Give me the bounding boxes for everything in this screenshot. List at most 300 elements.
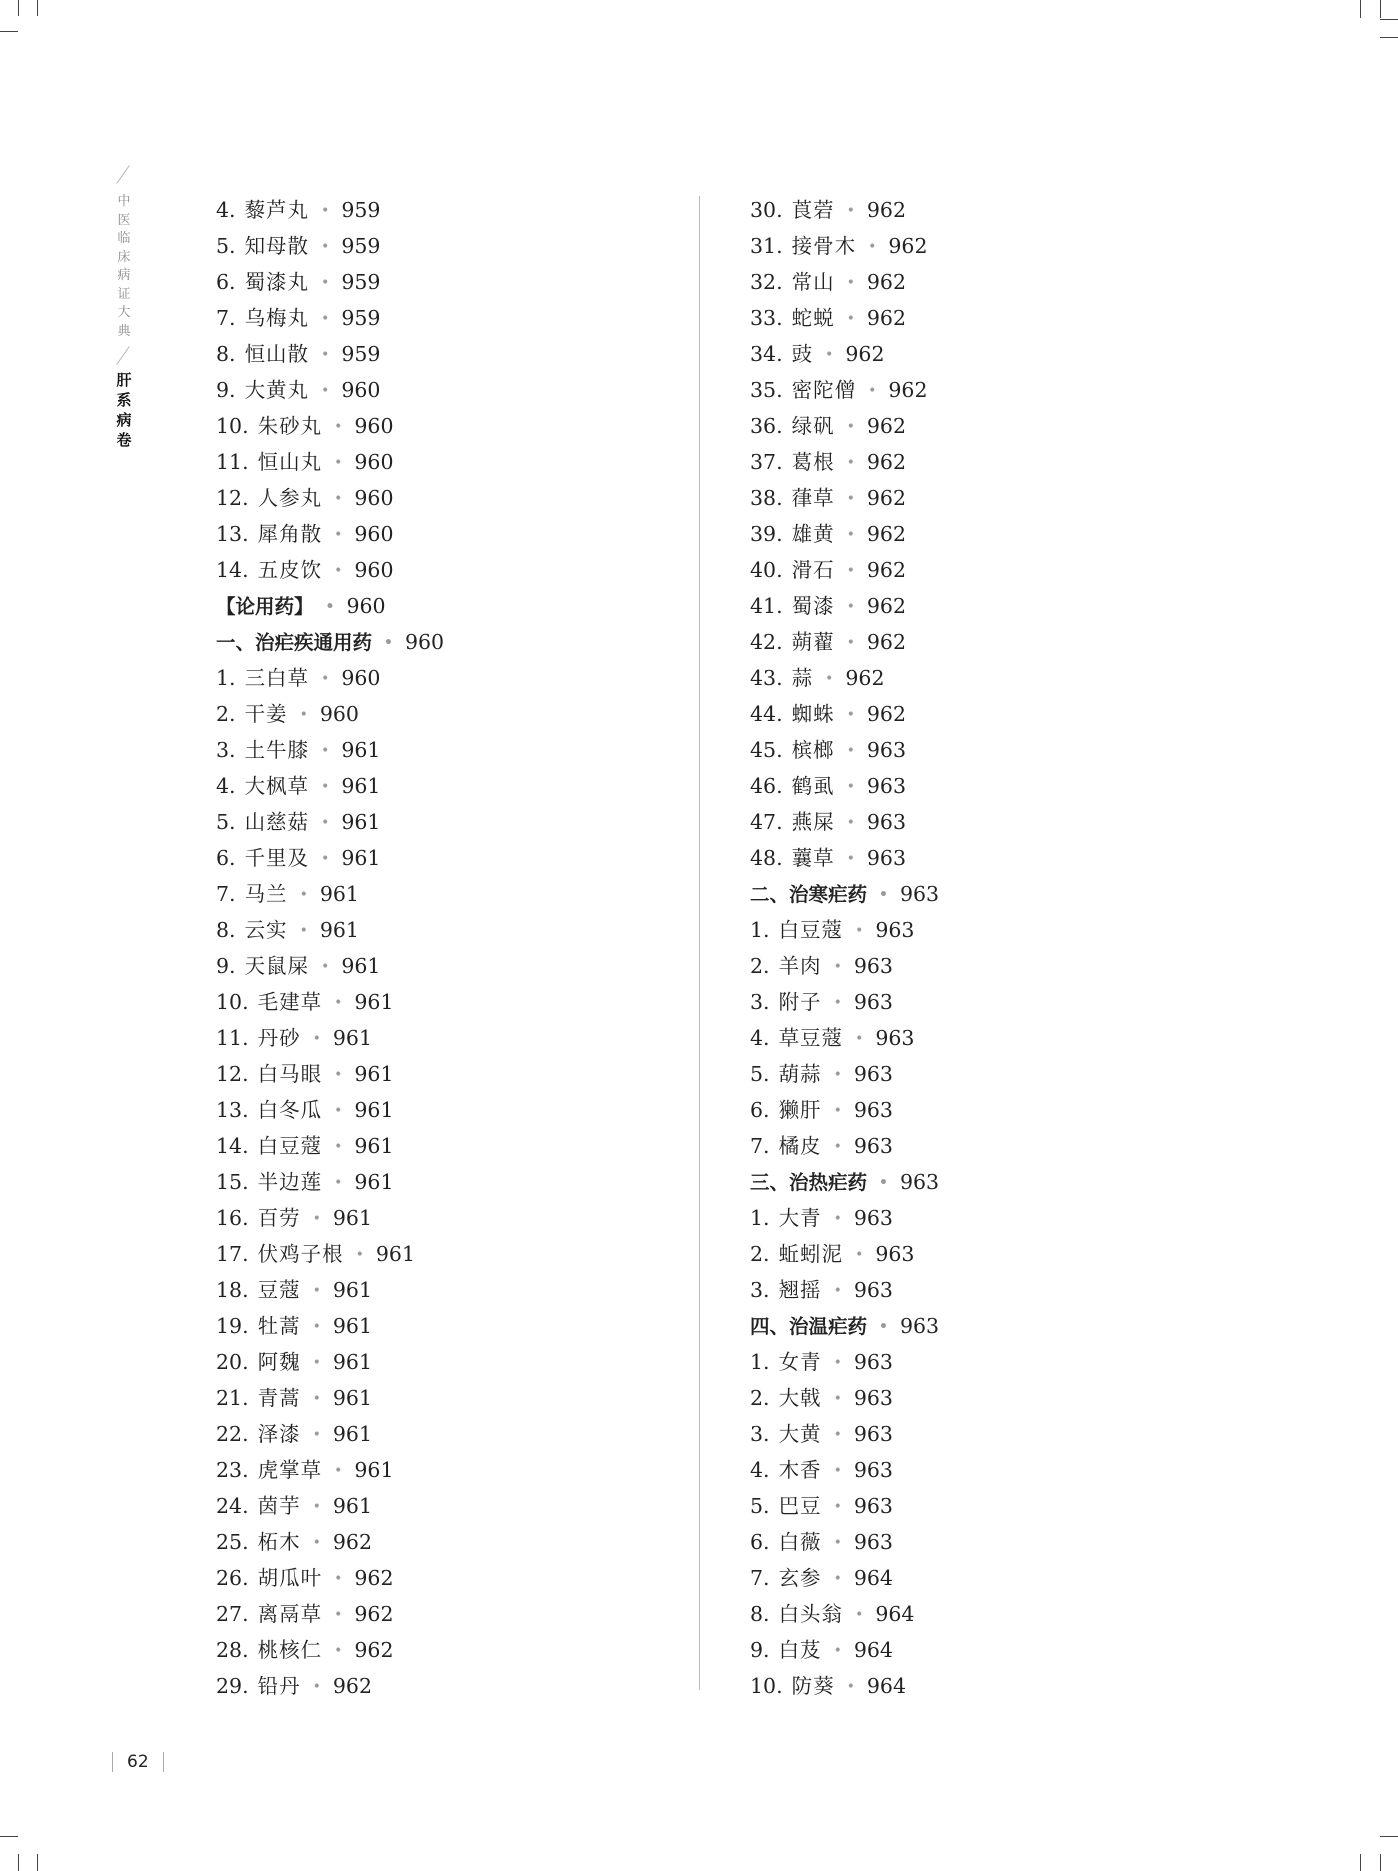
page-ref: 961 bbox=[341, 846, 381, 870]
entry-number: 4. bbox=[216, 774, 236, 798]
leader-dot: • bbox=[321, 347, 330, 363]
entry-name: 蜀漆丸 bbox=[244, 270, 310, 294]
entry-name: 接骨木 bbox=[791, 234, 857, 258]
entry-number: 9. bbox=[216, 954, 236, 978]
entry-number: 36. bbox=[750, 414, 783, 438]
entry-number: 27. bbox=[216, 1602, 249, 1626]
leader-dot: • bbox=[312, 1499, 321, 1515]
leader-dot: • bbox=[855, 923, 864, 939]
crop-mark bbox=[37, 1854, 38, 1871]
leader-dot: • bbox=[868, 239, 877, 255]
entry-name: 白芨 bbox=[778, 1638, 822, 1662]
side-title-char: 病 bbox=[117, 268, 131, 283]
entry-number: 5. bbox=[216, 234, 236, 258]
leader-dot: • bbox=[846, 311, 855, 327]
index-entry bbox=[216, 768, 444, 804]
crop-mark bbox=[1380, 0, 1381, 18]
entry-number: 22. bbox=[216, 1422, 249, 1446]
entry-number: 42. bbox=[750, 630, 783, 654]
index-entry bbox=[216, 840, 444, 876]
entry-number: 44. bbox=[750, 702, 783, 726]
entry-number: 40. bbox=[750, 558, 783, 582]
leader-dot: • bbox=[312, 1679, 321, 1695]
index-entry bbox=[750, 480, 939, 516]
index-heading bbox=[750, 876, 939, 912]
side-title-char: 大 bbox=[117, 305, 131, 320]
volume-title bbox=[112, 370, 136, 450]
entry-number: 3. bbox=[750, 1278, 770, 1302]
page-ref: 963 bbox=[853, 1098, 893, 1122]
leader-dot: • bbox=[846, 527, 855, 543]
page-ref: 960 bbox=[341, 666, 381, 690]
page-ref: 960 bbox=[404, 630, 445, 654]
leader-dot: • bbox=[833, 1427, 842, 1443]
crop-mark bbox=[1380, 19, 1398, 20]
index-entry bbox=[750, 1056, 939, 1092]
entry-name: 滑石 bbox=[791, 558, 835, 582]
entry-name: 草豆蔻 bbox=[778, 1026, 844, 1050]
entry-name: 胡瓜叶 bbox=[257, 1566, 323, 1590]
index-entry bbox=[750, 696, 939, 732]
leader-dot: • bbox=[855, 1031, 864, 1047]
leader-dot: • bbox=[321, 275, 330, 291]
entry-name: 白豆蔻 bbox=[257, 1134, 323, 1158]
page-ref: 963 bbox=[866, 810, 907, 834]
crop-mark bbox=[1360, 1854, 1361, 1871]
leader-dot: • bbox=[321, 743, 330, 759]
page-ref: 963 bbox=[853, 954, 893, 978]
entry-number: 6. bbox=[216, 846, 236, 870]
leader-dot: • bbox=[833, 1139, 842, 1155]
leader-dot: • bbox=[846, 779, 855, 795]
index-entry bbox=[750, 1380, 939, 1416]
index-entry bbox=[750, 1020, 939, 1056]
leader-dot: • bbox=[833, 995, 842, 1011]
page-ref: 959 bbox=[341, 270, 381, 294]
page-ref: 959 bbox=[341, 234, 381, 258]
index-column-right bbox=[750, 192, 939, 1704]
leader-dot: • bbox=[321, 851, 330, 867]
index-heading bbox=[750, 1164, 939, 1200]
page-ref: 962 bbox=[888, 234, 928, 258]
entry-number: 13. bbox=[216, 522, 249, 546]
page-ref: 962 bbox=[866, 414, 907, 438]
page-ref: 962 bbox=[866, 594, 907, 618]
leader-dot: • bbox=[321, 815, 330, 831]
page-ref: 960 bbox=[346, 594, 386, 618]
entry-name: 蜘蛛 bbox=[791, 702, 835, 726]
entry-name: 青蒿 bbox=[257, 1386, 301, 1410]
index-entry bbox=[750, 228, 939, 264]
entry-name: 茵芋 bbox=[257, 1494, 301, 1518]
entry-number: 1. bbox=[216, 666, 236, 690]
leader-dot: • bbox=[334, 527, 343, 543]
leader-dot: • bbox=[868, 383, 877, 399]
index-entry bbox=[216, 660, 444, 696]
page-ref: 961 bbox=[375, 1242, 416, 1266]
index-entry bbox=[216, 1272, 444, 1308]
page-ref: 964 bbox=[853, 1566, 893, 1590]
index-entry bbox=[750, 768, 939, 804]
entry-number: 45. bbox=[750, 738, 783, 762]
entry-number: 26. bbox=[216, 1566, 249, 1590]
entry-number: 10. bbox=[216, 990, 249, 1014]
index-entry bbox=[750, 444, 939, 480]
entry-number: 32. bbox=[750, 270, 783, 294]
entry-name: 百劳 bbox=[257, 1206, 301, 1230]
leader-dot: • bbox=[846, 455, 855, 471]
side-title-char: 病 bbox=[116, 411, 132, 429]
crop-mark bbox=[1380, 1836, 1398, 1837]
entry-number: 34. bbox=[750, 342, 783, 366]
page-ref: 963 bbox=[853, 1386, 893, 1410]
leader-dot: • bbox=[833, 1355, 842, 1371]
index-entry bbox=[216, 1056, 444, 1092]
entry-name: 大戟 bbox=[778, 1386, 822, 1410]
crop-mark bbox=[18, 1854, 19, 1871]
leader-dot: • bbox=[825, 671, 834, 687]
page-ref: 962 bbox=[866, 270, 907, 294]
index-entry bbox=[216, 876, 444, 912]
entry-name: 蘘草 bbox=[791, 846, 835, 870]
entry-number: 28. bbox=[216, 1638, 249, 1662]
entry-number: 3. bbox=[750, 990, 770, 1014]
index-entry bbox=[750, 408, 939, 444]
page-ref: 961 bbox=[341, 954, 381, 978]
page-ref: 961 bbox=[341, 810, 381, 834]
leader-dot: • bbox=[833, 1391, 842, 1407]
page-ref: 961 bbox=[332, 1026, 373, 1050]
side-title-char: 临 bbox=[117, 231, 131, 246]
entry-name: 附子 bbox=[778, 990, 822, 1014]
index-entry bbox=[216, 336, 444, 372]
index-entry bbox=[750, 1272, 939, 1308]
index-entry bbox=[216, 300, 444, 336]
index-entry bbox=[750, 732, 939, 768]
leader-dot: • bbox=[855, 1607, 864, 1623]
entry-number: 5. bbox=[750, 1062, 770, 1086]
page-ref: 964 bbox=[866, 1674, 907, 1698]
index-entry bbox=[216, 228, 444, 264]
entry-name: 羊肉 bbox=[778, 954, 822, 978]
entry-number: 16. bbox=[216, 1206, 249, 1230]
index-entry bbox=[750, 1344, 939, 1380]
crop-mark bbox=[0, 31, 18, 32]
entry-number: 41. bbox=[750, 594, 783, 618]
index-entry bbox=[750, 1524, 939, 1560]
entry-name: 知母散 bbox=[244, 234, 310, 258]
page-ref: 961 bbox=[332, 1206, 373, 1230]
index-entry bbox=[216, 1092, 444, 1128]
page-ref: 962 bbox=[866, 198, 907, 222]
index-entry bbox=[750, 1452, 939, 1488]
index-entry bbox=[216, 1596, 444, 1632]
side-title-char: 系 bbox=[116, 391, 132, 409]
page-ref: 963 bbox=[866, 738, 907, 762]
entry-name: 人参丸 bbox=[257, 486, 323, 510]
leader-dot: • bbox=[879, 887, 888, 903]
entry-name: 铅丹 bbox=[257, 1674, 301, 1698]
entry-name: 虎掌草 bbox=[257, 1458, 323, 1482]
leader-dot: • bbox=[312, 1211, 321, 1227]
entry-number: 3. bbox=[216, 738, 236, 762]
entry-number: 7. bbox=[216, 306, 236, 330]
crop-mark bbox=[0, 1836, 18, 1837]
index-entry bbox=[750, 804, 939, 840]
entry-name: 乌梅丸 bbox=[244, 306, 310, 330]
side-title-char: 中 bbox=[117, 194, 131, 209]
entry-number: 39. bbox=[750, 522, 783, 546]
page-ref: 961 bbox=[354, 1458, 394, 1482]
leader-dot: • bbox=[312, 1283, 321, 1299]
index-entry bbox=[750, 516, 939, 552]
index-entry bbox=[216, 1344, 444, 1380]
index-entry bbox=[216, 732, 444, 768]
entry-name: 土牛膝 bbox=[244, 738, 310, 762]
heading-title: 一、治疟疾通用药 bbox=[216, 631, 373, 654]
index-entry bbox=[216, 516, 444, 552]
leader-dot: • bbox=[833, 1571, 842, 1587]
entry-name: 大黄 bbox=[778, 1422, 822, 1446]
entry-name: 离鬲草 bbox=[257, 1602, 323, 1626]
entry-number: 29. bbox=[216, 1674, 249, 1698]
entry-name: 女青 bbox=[778, 1350, 822, 1374]
index-entry bbox=[216, 444, 444, 480]
footer-rule bbox=[163, 1752, 164, 1772]
entry-name: 白冬瓜 bbox=[257, 1098, 323, 1122]
leader-dot: • bbox=[334, 1067, 343, 1083]
entry-name: 獭肝 bbox=[778, 1098, 822, 1122]
index-entry bbox=[750, 1488, 939, 1524]
page-ref: 964 bbox=[853, 1638, 893, 1662]
entry-name: 蛇蜕 bbox=[791, 306, 835, 330]
index-entry bbox=[216, 408, 444, 444]
page-ref: 961 bbox=[354, 1062, 394, 1086]
entry-number: 1. bbox=[750, 1350, 770, 1374]
leader-dot: • bbox=[334, 1103, 343, 1119]
entry-name: 柘木 bbox=[257, 1530, 301, 1554]
entry-number: 2. bbox=[750, 1386, 770, 1410]
index-entry bbox=[750, 1200, 939, 1236]
entry-number: 3. bbox=[750, 1422, 770, 1446]
page-ref: 962 bbox=[354, 1566, 394, 1590]
page-ref: 963 bbox=[899, 1170, 940, 1194]
leader-dot: • bbox=[846, 275, 855, 291]
entry-name: 大枫草 bbox=[244, 774, 310, 798]
leader-dot: • bbox=[334, 419, 343, 435]
entry-name: 葎草 bbox=[791, 486, 835, 510]
leader-dot: • bbox=[833, 1067, 842, 1083]
leader-dot: • bbox=[334, 1607, 343, 1623]
entry-name: 千里及 bbox=[244, 846, 310, 870]
index-heading bbox=[750, 1308, 939, 1344]
entry-name: 密陀僧 bbox=[791, 378, 857, 402]
entry-name: 藜芦丸 bbox=[244, 198, 310, 222]
leader-dot: • bbox=[833, 1499, 842, 1515]
entry-number: 43. bbox=[750, 666, 783, 690]
entry-number: 2. bbox=[216, 702, 236, 726]
leader-dot: • bbox=[355, 1247, 364, 1263]
heading-title: 四、治温疟药 bbox=[750, 1315, 868, 1338]
index-entry bbox=[750, 300, 939, 336]
leader-dot: • bbox=[846, 815, 855, 831]
entry-number: 20. bbox=[216, 1350, 249, 1374]
index-entry bbox=[216, 1524, 444, 1560]
page-ref: 960 bbox=[354, 414, 394, 438]
entry-name: 山慈菇 bbox=[244, 810, 310, 834]
entry-name: 白豆蔻 bbox=[778, 918, 844, 942]
entry-number: 12. bbox=[216, 486, 249, 510]
entry-number: 8. bbox=[216, 918, 236, 942]
entry-number: 11. bbox=[216, 450, 249, 474]
entry-number: 8. bbox=[750, 1602, 770, 1626]
entry-name: 朱砂丸 bbox=[257, 414, 323, 438]
entry-name: 绿矾 bbox=[791, 414, 835, 438]
page-ref: 961 bbox=[332, 1494, 373, 1518]
entry-number: 9. bbox=[216, 378, 236, 402]
index-entry bbox=[216, 1632, 444, 1668]
entry-name: 犀角散 bbox=[257, 522, 323, 546]
entry-name: 白头翁 bbox=[778, 1602, 844, 1626]
leader-dot: • bbox=[334, 1463, 343, 1479]
entry-name: 玄参 bbox=[778, 1566, 822, 1590]
page-ref: 963 bbox=[853, 1530, 893, 1554]
leader-dot: • bbox=[833, 1103, 842, 1119]
page-ref: 961 bbox=[319, 882, 359, 906]
index-entry bbox=[750, 912, 939, 948]
index-entry bbox=[216, 1560, 444, 1596]
index-entry bbox=[216, 1668, 444, 1704]
entry-number: 31. bbox=[750, 234, 783, 258]
entry-number: 19. bbox=[216, 1314, 249, 1338]
leader-dot: • bbox=[334, 1643, 343, 1659]
side-title-divider bbox=[116, 165, 129, 184]
index-entry bbox=[750, 1236, 939, 1272]
leader-dot: • bbox=[312, 1391, 321, 1407]
entry-name: 马兰 bbox=[244, 882, 288, 906]
index-entry bbox=[750, 552, 939, 588]
side-title-char: 床 bbox=[117, 249, 131, 265]
side-title-divider bbox=[116, 346, 129, 365]
index-entry bbox=[216, 1128, 444, 1164]
entry-number: 1. bbox=[750, 918, 770, 942]
leader-dot: • bbox=[833, 1643, 842, 1659]
page-ref: 963 bbox=[853, 1206, 893, 1230]
page-ref: 963 bbox=[899, 882, 940, 906]
entry-number: 4. bbox=[216, 198, 236, 222]
leader-dot: • bbox=[321, 959, 330, 975]
entry-number: 4. bbox=[750, 1458, 770, 1482]
index-entry bbox=[216, 1164, 444, 1200]
leader-dot: • bbox=[299, 887, 308, 903]
crop-mark bbox=[1360, 0, 1361, 18]
heading-title: 【论用药】 bbox=[216, 595, 314, 618]
leader-dot: • bbox=[321, 779, 330, 795]
entry-name: 丹砂 bbox=[257, 1026, 301, 1050]
index-entry bbox=[750, 588, 939, 624]
entry-number: 6. bbox=[216, 270, 236, 294]
entry-name: 三白草 bbox=[244, 666, 310, 690]
page-ref: 961 bbox=[332, 1386, 373, 1410]
index-entry bbox=[750, 1632, 939, 1668]
entry-name: 恒山丸 bbox=[257, 450, 323, 474]
index-column-left bbox=[216, 192, 444, 1704]
leader-dot: • bbox=[321, 311, 330, 327]
page-ref: 961 bbox=[354, 1098, 394, 1122]
entry-name: 干姜 bbox=[244, 702, 288, 726]
entry-number: 47. bbox=[750, 810, 783, 834]
index-entry bbox=[216, 1236, 444, 1272]
index-entry bbox=[750, 1128, 939, 1164]
leader-dot: • bbox=[879, 1319, 888, 1335]
index-entry bbox=[216, 1380, 444, 1416]
entry-number: 48. bbox=[750, 846, 783, 870]
index-entry bbox=[216, 1488, 444, 1524]
entry-number: 12. bbox=[216, 1062, 249, 1086]
page-ref: 962 bbox=[866, 450, 907, 474]
page-ref: 962 bbox=[866, 306, 907, 330]
leader-dot: • bbox=[321, 203, 330, 219]
leader-dot: • bbox=[334, 563, 343, 579]
index-entry bbox=[216, 552, 444, 588]
page-ref: 961 bbox=[332, 1314, 373, 1338]
volume-title-wrap bbox=[112, 370, 136, 450]
entry-number: 30. bbox=[750, 198, 783, 222]
footer-rule bbox=[112, 1752, 113, 1772]
entry-name: 豆蔻 bbox=[257, 1278, 301, 1302]
entry-number: 6. bbox=[750, 1098, 770, 1122]
entry-number: 13. bbox=[216, 1098, 249, 1122]
page-ref: 960 bbox=[341, 378, 381, 402]
index-entry bbox=[750, 1668, 939, 1704]
page-ref: 961 bbox=[332, 1350, 373, 1374]
page-ref: 962 bbox=[845, 666, 885, 690]
index-entry bbox=[216, 948, 444, 984]
entry-name: 巴豆 bbox=[778, 1494, 822, 1518]
index-entry bbox=[750, 372, 939, 408]
page-number: 62 bbox=[127, 1752, 149, 1772]
index-entry bbox=[750, 624, 939, 660]
leader-dot: • bbox=[833, 959, 842, 975]
entry-number: 24. bbox=[216, 1494, 249, 1518]
leader-dot: • bbox=[334, 491, 343, 507]
page-ref: 961 bbox=[354, 1170, 394, 1194]
entry-number: 14. bbox=[216, 558, 249, 582]
page-ref: 963 bbox=[875, 1242, 915, 1266]
page-ref: 962 bbox=[866, 630, 907, 654]
index-entry bbox=[216, 984, 444, 1020]
index-entry bbox=[750, 660, 939, 696]
index-entry bbox=[216, 1200, 444, 1236]
column-divider bbox=[699, 196, 700, 1690]
index-entry bbox=[216, 912, 444, 948]
entry-name: 恒山散 bbox=[244, 342, 310, 366]
index-entry bbox=[750, 264, 939, 300]
leader-dot: • bbox=[334, 1139, 343, 1155]
leader-dot: • bbox=[846, 599, 855, 615]
leader-dot: • bbox=[299, 707, 308, 723]
leader-dot: • bbox=[833, 1283, 842, 1299]
entry-name: 伏鸡子根 bbox=[257, 1242, 344, 1266]
index-entry bbox=[750, 984, 939, 1020]
entry-name: 橘皮 bbox=[778, 1134, 822, 1158]
entry-number: 17. bbox=[216, 1242, 249, 1266]
page-ref: 963 bbox=[853, 1494, 893, 1518]
entry-name: 翘摇 bbox=[778, 1278, 822, 1302]
entry-name: 常山 bbox=[791, 270, 835, 294]
leader-dot: • bbox=[855, 1247, 864, 1263]
series-title bbox=[112, 193, 136, 341]
